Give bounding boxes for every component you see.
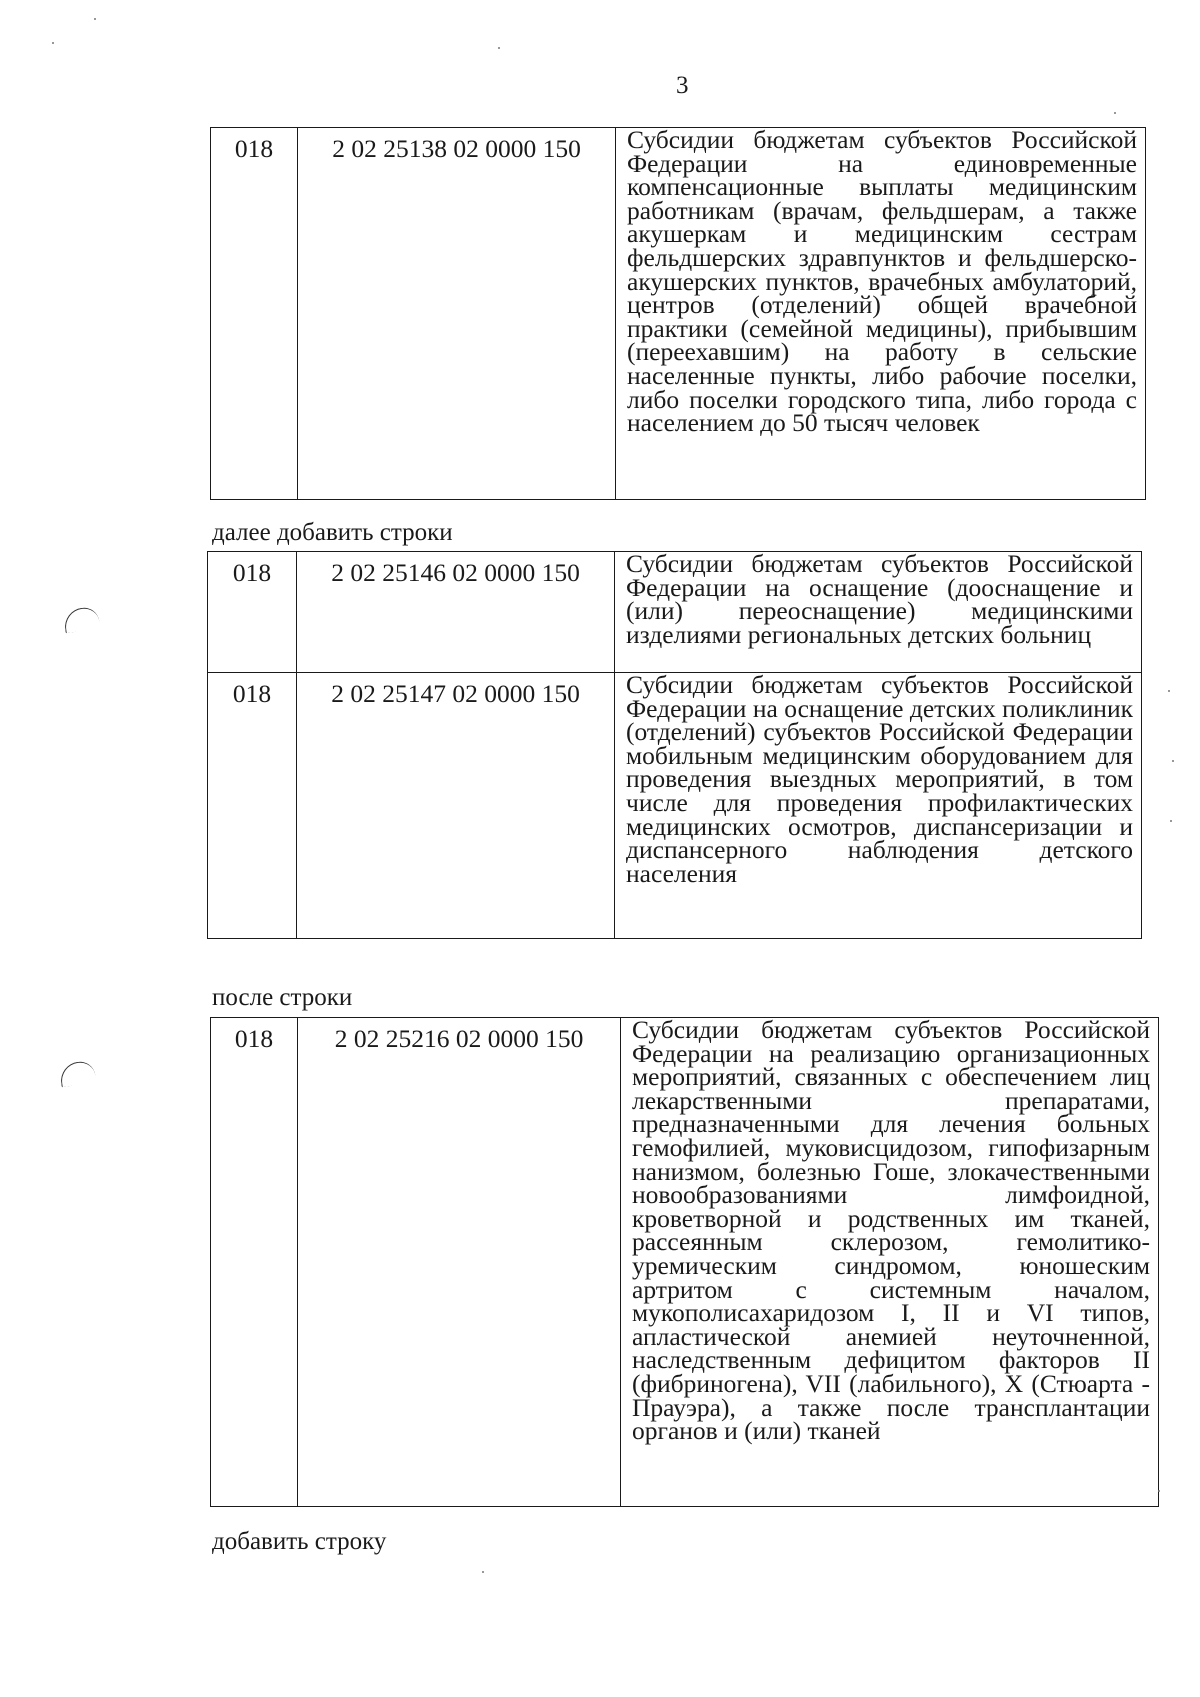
admin-code-cell: 018	[208, 673, 297, 939]
table-row	[211, 128, 1146, 500]
budget-code-table-added	[207, 551, 1142, 939]
budget-code-table-reference	[210, 1017, 1159, 1507]
table-row	[208, 552, 1142, 673]
scan-speck	[1170, 820, 1172, 822]
scan-speck	[1114, 112, 1116, 114]
table-row	[211, 1018, 1159, 1507]
hole-punch-mark	[59, 1060, 97, 1088]
hole-punch-mark	[63, 606, 101, 634]
budget-code-cell: 2 02 25146 02 0000 150	[297, 552, 615, 673]
page-number: 3	[676, 72, 689, 99]
scan-speck	[94, 18, 96, 20]
budget-code-table-existing	[210, 127, 1146, 500]
instruction-after-row: после строки	[212, 984, 353, 1011]
scan-speck	[52, 42, 54, 44]
scan-speck	[498, 47, 500, 49]
scan-speck	[482, 1571, 484, 1573]
admin-code-cell: 018	[211, 1018, 298, 1507]
budget-code-cell: 2 02 25138 02 0000 150	[298, 128, 616, 500]
budget-code-cell: 2 02 25216 02 0000 150	[298, 1018, 621, 1507]
table-row	[208, 673, 1142, 939]
description-cell: Субсидии бюджетам субъектов Российской Федерации на оснащение детских поликлиник (отделений) субъектов Российской Федерации мобильным медицинским оборудованием для проведения выездных мероприятий, в том числе для проведения профилактических медицинских осмотров, диспансеризации и диспансерного наблюдения детского населения	[615, 673, 1142, 939]
admin-code-cell: 018	[208, 552, 297, 673]
admin-code-cell: 018	[211, 128, 298, 500]
budget-code-cell: 2 02 25147 02 0000 150	[297, 673, 615, 939]
instruction-add-rows: далее добавить строки	[212, 519, 453, 546]
description-cell: Субсидии бюджетам субъектов Российской Федерации на единовременные компенсационные выплаты медицинским работникам (врачам, фельдшерам, а также акушеркам и медицинским сестрам фельдшерских здравпунктов и фельдшерско-акушерских пунктов, врачебных амбулаторий, центров (отделений) общей врачебной практики (семейной медицины), прибывшим (переехавшим) на работу в сельские населенные пункты, либо рабочие поселки, либо поселки городского типа, либо города с населением до 50 тысяч человек	[616, 128, 1146, 500]
scan-speck	[1158, 1490, 1160, 1492]
description-cell: Субсидии бюджетам субъектов Российской Федерации на реализацию организационных мероприятий, связанных с обеспечением лиц лекарственными препаратами, предназначенными для лечения больных гемофилией, муковисцидозом, гипофизарным нанизмом, болезнью Гоше, злокачественными новообразованиями лимфоидной, кроветворной и родственных им тканей, рассеянным склерозом, гемолитико-уремическим синдромом, юношеским артритом с системным началом, мукополисахаридозом I, II и VI типов, апластической анемией неуточненной, наследственным дефицитом факторов II (фибриногена), VII (лабильного), X (Стюарта - Прауэра), а также после трансплантации органов и (или) тканей	[621, 1018, 1159, 1507]
scan-speck	[1172, 760, 1174, 762]
instruction-add-row: добавить строку	[212, 1528, 387, 1555]
description-cell: Субсидии бюджетам субъектов Российской Федерации на оснащение (дооснащение и (или) переоснащение) медицинскими изделиями региональных детских больниц	[615, 552, 1142, 673]
scan-speck	[1168, 690, 1170, 692]
